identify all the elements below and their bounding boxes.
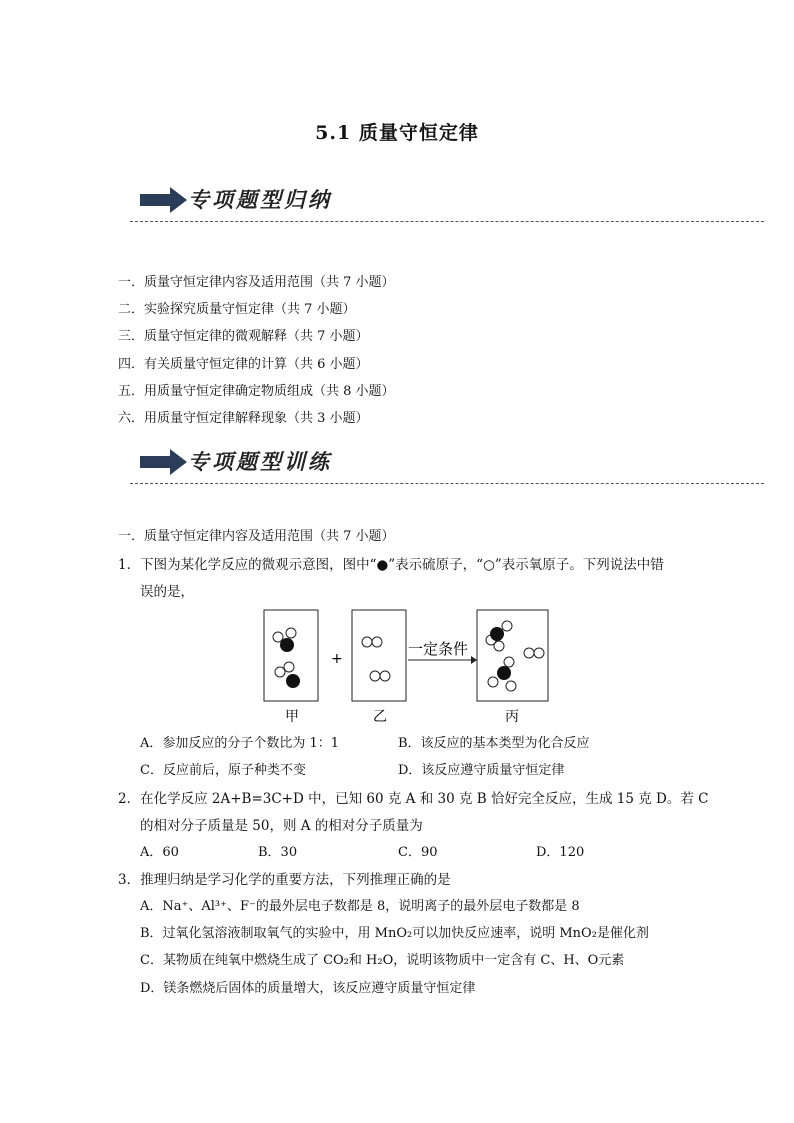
question-2-text-cont: 的相对分子质量是 50，则 A 的相对分子质量为 [140, 818, 423, 834]
option-b: B．该反应的基本类型为化合反应 [398, 736, 590, 751]
toc-item: 四．有关质量守恒定律的计算（共 6 小题） [118, 357, 369, 372]
option-d: D．镁条燃烧后固体的质量增大，该反应遵守质量守恒定律 [140, 981, 476, 996]
section-banner-summary [130, 182, 764, 222]
question-1-text: 1．下图为某化学反应的微观示意图，图中“●”表示硫原子，“○”表示氧原子。下列说法中错 [118, 557, 664, 573]
question-1-text-cont: 误的是， [140, 584, 194, 600]
option-d: D．该反应遵守质量守恒定律 [398, 763, 565, 778]
label-jia: 甲 [285, 709, 299, 725]
option-b: B．过氧化氢溶液制取氧气的实验中，用 MnO₂可以加快反应速率，说明 MnO₂是催化剂 [140, 926, 649, 941]
question-3-text: 3．推理归纳是学习化学的重要方法，下列推理正确的是 [118, 872, 451, 888]
reaction-diagram [255, 604, 565, 726]
question-2-text: 2．在化学反应 2A+B=3C+D 中，已知 60 克 A 和 30 克 B 恰好完全反应，生成 15 克 D。若 C [118, 791, 709, 807]
divider [130, 221, 764, 222]
section-banner-training [130, 444, 764, 484]
option-b: B．30 [258, 845, 298, 860]
toc-item: 二．实验探究质量守恒定律（共 7 小题） [118, 302, 356, 317]
section-banner-title: 专项题型归纳 [188, 187, 332, 212]
label-bing: 丙 [505, 709, 519, 725]
option-a: A．Na⁺、Al³⁺、F⁻的最外层电子数都是 8，说明离子的最外层电子数都是 8 [140, 899, 580, 914]
plus-sign: + [331, 651, 343, 667]
divider [130, 483, 764, 484]
toc-item: 一．质量守恒定律内容及适用范围（共 7 小题） [118, 275, 395, 290]
section-banner-title: 专项题型训练 [188, 449, 332, 474]
reaction-condition: 一定条件 [408, 640, 469, 658]
option-c: C．某物质在纯氧中燃烧生成了 CO₂和 H₂O，说明该物质中一定含有 C、H、O元素 [140, 953, 625, 968]
option-a: A．参加反应的分子个数比为 1：1 [140, 736, 340, 751]
part-heading: 一．质量守恒定律内容及适用范围（共 7 小题） [118, 529, 395, 544]
toc-item: 六．用质量守恒定律解释现象（共 3 小题） [118, 411, 369, 426]
option-a: A．60 [140, 845, 179, 860]
option-d: D．120 [536, 845, 585, 860]
page-title: 5.1 质量守恒定律 [315, 122, 479, 144]
toc-item: 五．用质量守恒定律确定物质组成（共 8 小题） [118, 384, 395, 399]
arrow-right-icon [140, 448, 188, 476]
arrow-right-icon [140, 186, 188, 214]
option-c: C．反应前后，原子种类不变 [140, 763, 306, 778]
option-c: C．90 [398, 845, 438, 860]
toc-item: 三．质量守恒定律的微观解释（共 7 小题） [118, 329, 369, 344]
label-yi: 乙 [373, 709, 387, 725]
